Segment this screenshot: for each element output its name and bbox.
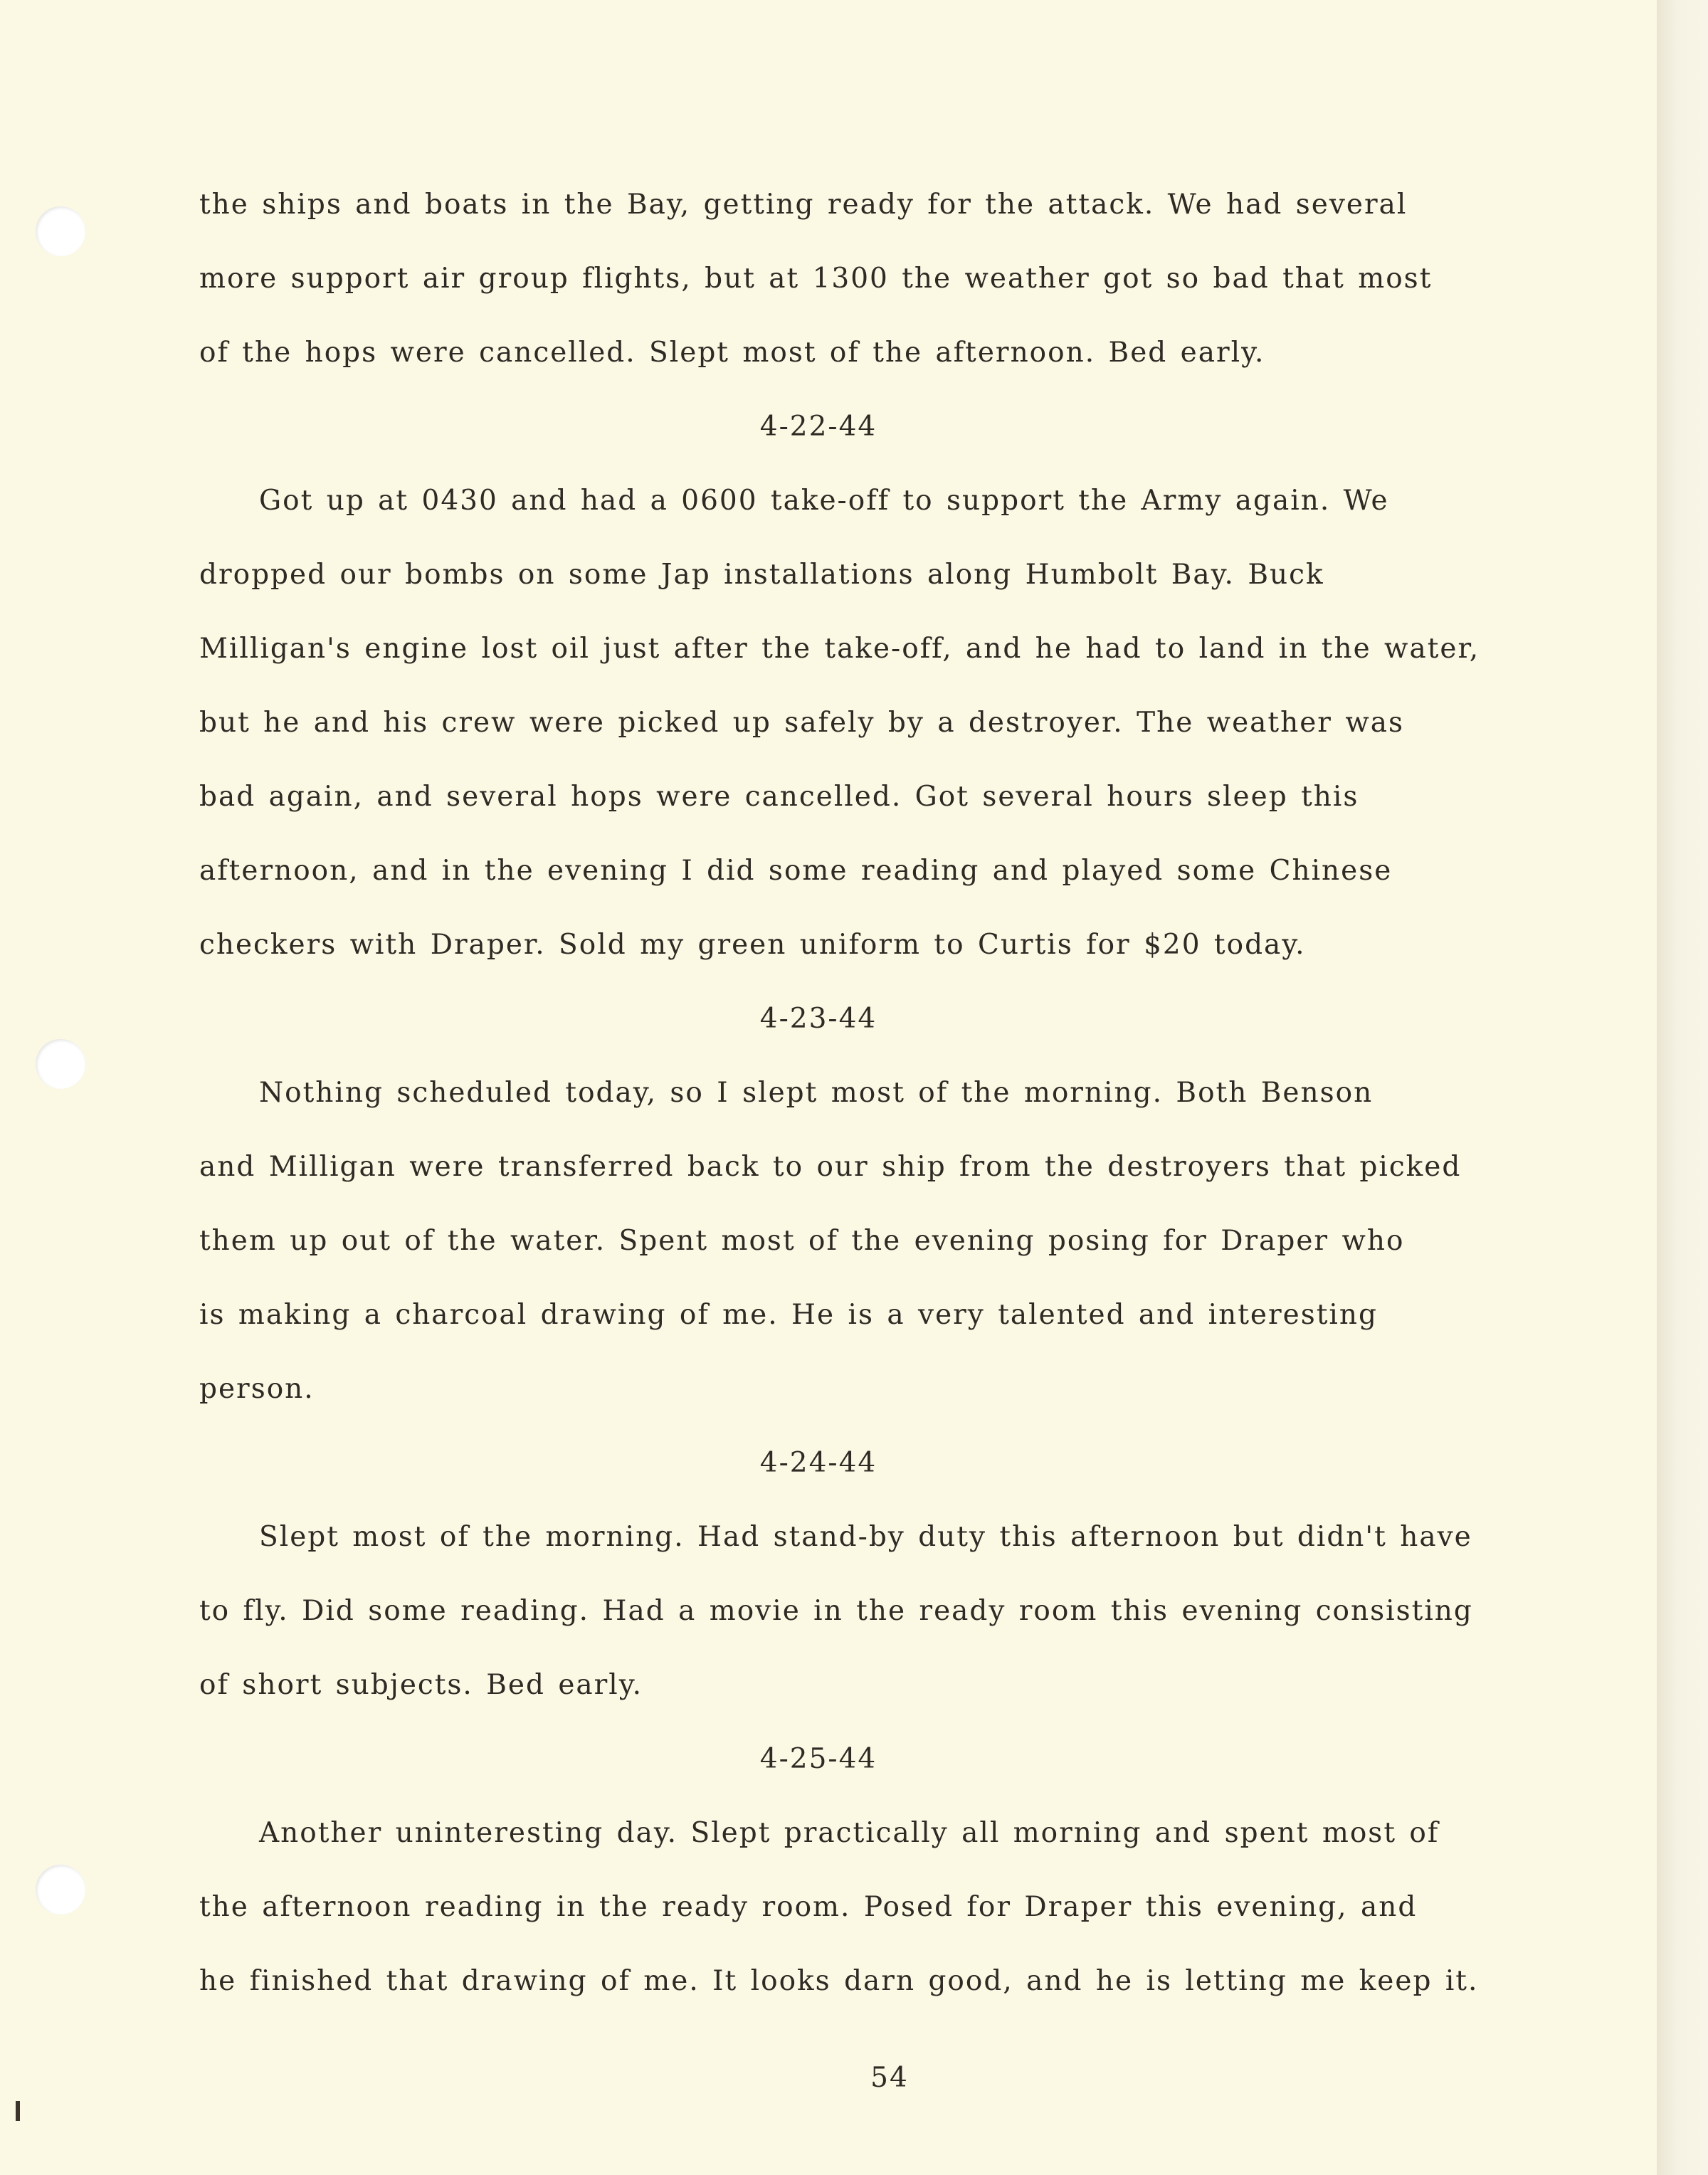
text-line: Milligan's engine lost oil just after the take-off, and he had to land in the water, <box>199 633 1480 665</box>
text-line: checkers with Draper. Sold my green uniform to Curtis for $20 today. <box>199 929 1306 961</box>
page-edge <box>1657 0 1708 2175</box>
text-line: afternoon, and in the evening I did some reading and played some Chinese <box>199 855 1393 887</box>
text-line: more support air group flights, but at 1300 the weather got so bad that most <box>199 263 1433 295</box>
entry-date: 4-24-44 <box>759 1447 877 1479</box>
text-line: the afternoon reading in the ready room. Posed for Draper this evening, and <box>199 1891 1418 1923</box>
text-line: Another uninteresting day. Slept practically all morning and spent most of <box>259 1817 1440 1849</box>
entry-date: 4-25-44 <box>759 1743 877 1775</box>
text-line: to fly. Did some reading. Had a movie in the ready room this evening consisting <box>199 1595 1473 1627</box>
binder-hole-bottom <box>36 1865 85 1915</box>
binder-hole-top <box>36 206 85 256</box>
entry-date: 4-22-44 <box>759 411 877 443</box>
text-line: he finished that drawing of me. It looks darn good, and he is letting me keep it. <box>199 1965 1479 1997</box>
text-line: but he and his crew were picked up safely by a destroyer. The weather was <box>199 707 1404 739</box>
text-line: of short subjects. Bed early. <box>199 1669 643 1701</box>
text-line: bad again, and several hops were cancelled. Got several hours sleep this <box>199 781 1359 813</box>
text-line: and Milligan were transferred back to our ship from the destroyers that picked <box>199 1151 1462 1183</box>
margin-mark <box>16 2101 20 2121</box>
text-line: dropped our bombs on some Jap installations along Humbolt Bay. Buck <box>199 559 1324 591</box>
text-line: Nothing scheduled today, so I slept most of the morning. Both Benson <box>259 1077 1374 1109</box>
entry-date: 4-23-44 <box>759 1003 877 1035</box>
text-line: of the hops were cancelled. Slept most of the afternoon. Bed early. <box>199 337 1265 369</box>
text-line: is making a charcoal drawing of me. He is a very talented and interesting <box>199 1299 1378 1331</box>
page-number: 54 <box>870 2062 909 2094</box>
diary-text <box>199 168 1594 2018</box>
text-line: them up out of the water. Spent most of the evening posing for Draper who <box>199 1225 1405 1257</box>
text-line: the ships and boats in the Bay, getting ready for the attack. We had several <box>199 189 1408 221</box>
text-line: Got up at 0430 and had a 0600 take-off to support the Army again. We <box>259 485 1389 517</box>
text-line: person. <box>199 1373 315 1405</box>
binder-hole-middle <box>36 1039 85 1089</box>
text-line: Slept most of the morning. Had stand-by duty this afternoon but didn't have <box>259 1521 1472 1553</box>
